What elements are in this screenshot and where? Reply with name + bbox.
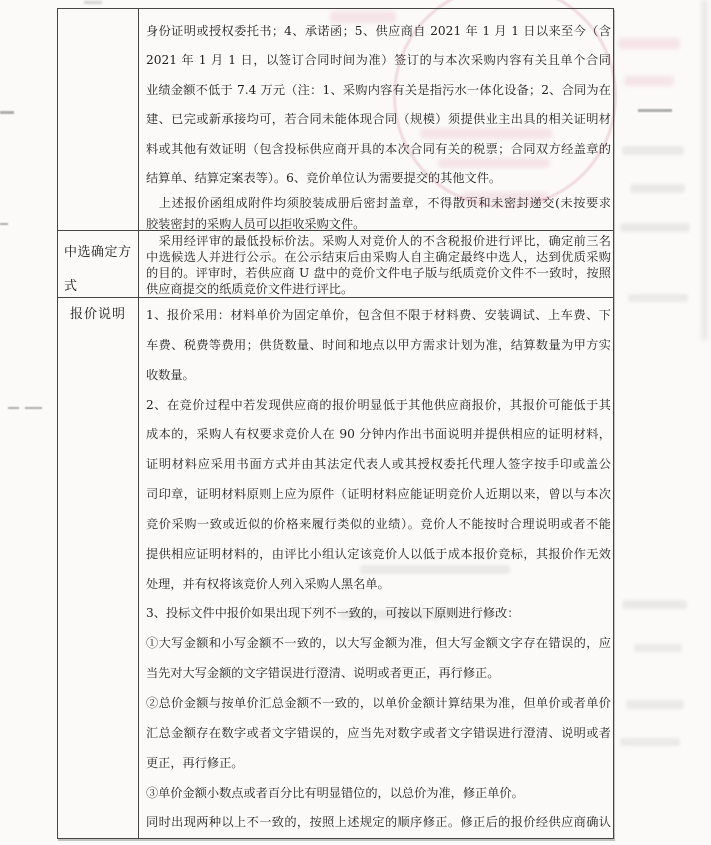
text-line: 中选候选人并进行公示。在公示结束后由采购人自主确定最终中选人，达到优质采购 <box>146 250 611 265</box>
text-line: 胶装密封的采购人员可以拒收采购文件。 <box>146 216 366 230</box>
seal-text-ghost <box>624 76 674 86</box>
text-line: ①大写金额和小写金额不一致的，以大写金额为准，但大写金额文字存在错误的，应 <box>146 636 611 651</box>
text-line: 供应商提交的纸质竞价文件进行评比。 <box>146 282 354 297</box>
text-line: 同时出现两种以上不一致的，按照上述规定的顺序修正。修正后的报价经供应商确认 <box>146 815 611 830</box>
text-line: 成本的，采购人有权要求竞价人在 90 分钟内作出书面说明并提供相应的证明材料， <box>146 427 611 442</box>
text-line: 司印章，证明材料原则上应为原件（证明材料应能证明竞价人近期以来，曾以与本次 <box>146 487 611 502</box>
text-line: 的目的。评审时，若供应商 U 盘中的竞价文件电子版与纸质竞价文件不一致时，按照 <box>146 266 611 281</box>
bleedthrough-text-ghost <box>634 644 682 652</box>
text-line: 车费、税费等费用；供货数量、时间和地点以甲方需求计划为准，结算数量为甲方实 <box>146 337 611 352</box>
margin-scan-mark <box>25 407 42 409</box>
bleedthrough-text-ghost <box>630 184 685 193</box>
bleedthrough-text-ghost <box>620 738 680 746</box>
table-row-continuation <box>58 9 613 231</box>
text-line: ③单价金额小数点或者百分比有明显错位的，以总价为准，修正单价。 <box>146 785 524 800</box>
row-label: 报价说明 <box>69 307 126 322</box>
content-cell-quote-notes <box>139 298 613 838</box>
text-line: 业绩金额不低于 7.4 万元（注：1、采购内容有关是指污水一体化设备；2、合同为在 <box>146 82 611 97</box>
label-cell-empty <box>58 9 139 230</box>
text-line: 收数量。 <box>146 367 195 382</box>
text-line: 提供相应证明材料的，由评比小组认定该竞价人以低于成本报价竞标，其报价作无效 <box>146 546 611 561</box>
text-line: 证明材料应采用书面方式并由其法定代表人或其授权委托代理人签字按手印或盖公 <box>146 457 611 472</box>
text-line: 3、投标文件中报价如果出现下列不一致的，可按以下原则进行修改： <box>146 606 520 621</box>
margin-scan-mark <box>8 407 19 409</box>
text-line: 2、在竞价过程中若发现供应商的报价明显低于其他供应商报价，其报价可能低于其 <box>146 397 611 412</box>
label-quote-notes <box>58 298 139 838</box>
procurement-terms-table <box>57 8 614 839</box>
text-line: 上述报价函组成附件均须胶装成册后密封盖章，不得散页和未密封递交(未按要求 <box>146 196 611 211</box>
text-line: 汇总金额存在数字或者文字错误的，应当先对数字或者文字错误进行澄清、说明或者 <box>146 725 611 740</box>
margin-scan-mark <box>0 111 14 114</box>
bleedthrough-text-ghost <box>626 700 684 709</box>
text-line: 建、已完或新承接均可，若合同未能体现合同（规模）须提供业主出具的相关证明材 <box>146 112 611 127</box>
label-selection-method <box>58 231 139 297</box>
seal-text-ghost <box>618 38 680 49</box>
bleedthrough-text-ghost <box>622 146 684 155</box>
text-line: ②总价金额与按单价汇总金额不一致的，以单价金额计算结果为准，但单价或者单价 <box>146 695 611 710</box>
table-row-quote-notes <box>58 298 613 838</box>
content-cell-selection-method <box>139 231 613 297</box>
row-label: 中选确定方式 <box>64 245 132 294</box>
margin-scan-mark <box>0 223 8 225</box>
text-line: 1、报价采用：材料单价为固定单价，包含但不限于材料费、安装调试、上车费、下 <box>146 308 611 322</box>
text-line: 当先对大写金额的文字错误进行澄清、说明或者更正，再行修正。 <box>146 666 500 681</box>
bleedthrough-text-ghost <box>620 223 690 232</box>
text-line: 采用经评审的最低投标价法。采购人对竞价人的不含税报价进行评比，确定前三名 <box>146 234 611 248</box>
text-line: 2021 年 1 月 1 日，以签订合同时间为准）签订的与本次采购内容有关且单个合同 <box>146 53 611 68</box>
content-cell-continuation <box>139 9 613 230</box>
table-row-selection-method <box>58 231 613 298</box>
bleedthrough-text-ghost <box>622 600 687 609</box>
text-line: 处理，并有权将该竞价人列入采购人黑名单。 <box>146 576 390 591</box>
scan-edge-shadow <box>701 0 708 340</box>
text-line: 料或其他有效证明（包含投标供应商开具的本次合同有关的税票；合同双方经盖章的 <box>146 141 611 156</box>
text-line: 更正，再行修正。 <box>146 755 244 770</box>
bleedthrough-text-ghost <box>628 294 688 302</box>
text-line: 身份证明或授权委托书；4、承诺函；5、供应商自 2021 年 1 月 1 日以来至今（含 <box>146 24 611 38</box>
text-line: 竞价采购一致或近似的价格来履行类似的业绩）。竞价人不能按时合理说明或者不能 <box>146 516 611 531</box>
margin-scan-mark <box>638 109 672 112</box>
margin-scan-mark <box>84 1 102 4</box>
text-line: 结算单、结算定案表等）。6、竞价单位认为需要提交的其他文件。 <box>146 170 502 185</box>
